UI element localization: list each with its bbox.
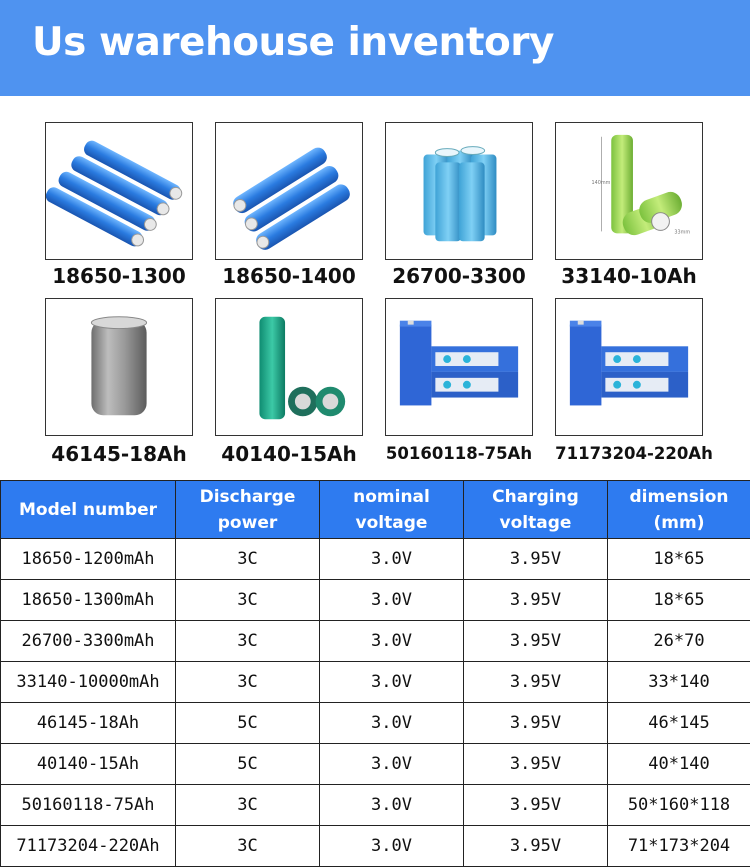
table-row bbox=[1, 621, 750, 662]
product-image-50160118-75ah bbox=[385, 298, 533, 436]
green-cylinder-cells-icon bbox=[556, 123, 702, 259]
table-cell: 46*145 bbox=[608, 703, 750, 744]
product-image-40140-15ah bbox=[215, 298, 363, 436]
table-cell: 3C bbox=[176, 580, 320, 621]
table-cell: 3C bbox=[176, 539, 320, 580]
svg-text:33mm: 33mm bbox=[674, 229, 690, 235]
table-header-row bbox=[1, 481, 750, 539]
table-cell: 3.0V bbox=[320, 703, 464, 744]
product-image-18650-1400 bbox=[215, 122, 363, 260]
product-image-46145-18ah bbox=[45, 298, 193, 436]
blue-cylinder-cells-icon bbox=[216, 123, 362, 259]
table-cell: 5C bbox=[176, 744, 320, 785]
blue-cylinder-cells-icon bbox=[46, 123, 192, 259]
table-cell: 3C bbox=[176, 826, 320, 867]
table-cell: 18*65 bbox=[608, 580, 750, 621]
table-cell: 3.95V bbox=[464, 785, 608, 826]
table-cell: 33*140 bbox=[608, 662, 750, 703]
table-cell: 3C bbox=[176, 621, 320, 662]
table-cell: 50160118-75Ah bbox=[1, 785, 176, 826]
table-cell: 3.0V bbox=[320, 744, 464, 785]
table-cell: 3.0V bbox=[320, 785, 464, 826]
product-label: 18650-1400 bbox=[200, 264, 378, 288]
svg-text:140mm: 140mm bbox=[592, 180, 611, 186]
product-label: 40140-15Ah bbox=[200, 442, 378, 466]
table-cell: 71*173*204 bbox=[608, 826, 750, 867]
table-cell: 3.0V bbox=[320, 539, 464, 580]
table-row bbox=[1, 539, 750, 580]
table-cell: 46145-18Ah bbox=[1, 703, 176, 744]
table-row bbox=[1, 662, 750, 703]
product-label: 33140-10Ah bbox=[540, 264, 718, 288]
table-cell: 3C bbox=[176, 662, 320, 703]
table-row bbox=[1, 703, 750, 744]
specs-table bbox=[0, 480, 750, 867]
table-cell: 3.95V bbox=[464, 539, 608, 580]
product-image-71173204-220ah bbox=[555, 298, 703, 436]
table-cell: 33140-10000mAh bbox=[1, 662, 176, 703]
product-label: 50160118-75Ah bbox=[370, 444, 548, 463]
table-cell: 5C bbox=[176, 703, 320, 744]
product-label: 26700-3300 bbox=[370, 264, 548, 288]
table-cell: 40*140 bbox=[608, 744, 750, 785]
table-cell: 3.0V bbox=[320, 621, 464, 662]
table-row bbox=[1, 826, 750, 867]
table-cell: 3.95V bbox=[464, 662, 608, 703]
table-cell: 3.0V bbox=[320, 580, 464, 621]
table-cell: 26*70 bbox=[608, 621, 750, 662]
table-cell: 3.95V bbox=[464, 744, 608, 785]
product-label: 18650-1300 bbox=[30, 264, 208, 288]
column-header: Model number bbox=[1, 481, 176, 539]
product-image-33140-10ah bbox=[555, 122, 703, 260]
product-image-26700-3300 bbox=[385, 122, 533, 260]
page-title: Us warehouse inventory bbox=[32, 20, 554, 65]
product-label: 46145-18Ah bbox=[30, 442, 208, 466]
table-cell: 3.0V bbox=[320, 826, 464, 867]
column-header: Charging voltage bbox=[464, 481, 608, 539]
title-banner bbox=[0, 0, 750, 96]
table-cell: 18650-1200mAh bbox=[1, 539, 176, 580]
silver-cylinder-cell-icon bbox=[46, 299, 192, 435]
table-cell: 26700-3300mAh bbox=[1, 621, 176, 662]
column-header: nominal voltage bbox=[320, 481, 464, 539]
column-header: Discharge power bbox=[176, 481, 320, 539]
table-row bbox=[1, 580, 750, 621]
table-row bbox=[1, 785, 750, 826]
table-cell: 18*65 bbox=[608, 539, 750, 580]
table-cell: 3.95V bbox=[464, 826, 608, 867]
table-cell: 3.0V bbox=[320, 662, 464, 703]
table-cell: 3.95V bbox=[464, 580, 608, 621]
table-cell: 3.95V bbox=[464, 703, 608, 744]
product-image-18650-1300 bbox=[45, 122, 193, 260]
prismatic-cells-icon bbox=[556, 299, 702, 435]
table-cell: 3C bbox=[176, 785, 320, 826]
table-cell: 18650-1300mAh bbox=[1, 580, 176, 621]
table-cell: 3.95V bbox=[464, 621, 608, 662]
product-label: 71173204-220Ah bbox=[545, 444, 723, 463]
light-blue-cylinder-cells-icon bbox=[386, 123, 532, 259]
table-row bbox=[1, 744, 750, 785]
teal-cylinder-cells-icon bbox=[216, 299, 362, 435]
prismatic-cells-icon bbox=[386, 299, 532, 435]
table-cell: 50*160*118 bbox=[608, 785, 750, 826]
table-cell: 71173204-220Ah bbox=[1, 826, 176, 867]
column-header: dimension (mm) bbox=[608, 481, 750, 539]
table-cell: 40140-15Ah bbox=[1, 744, 176, 785]
